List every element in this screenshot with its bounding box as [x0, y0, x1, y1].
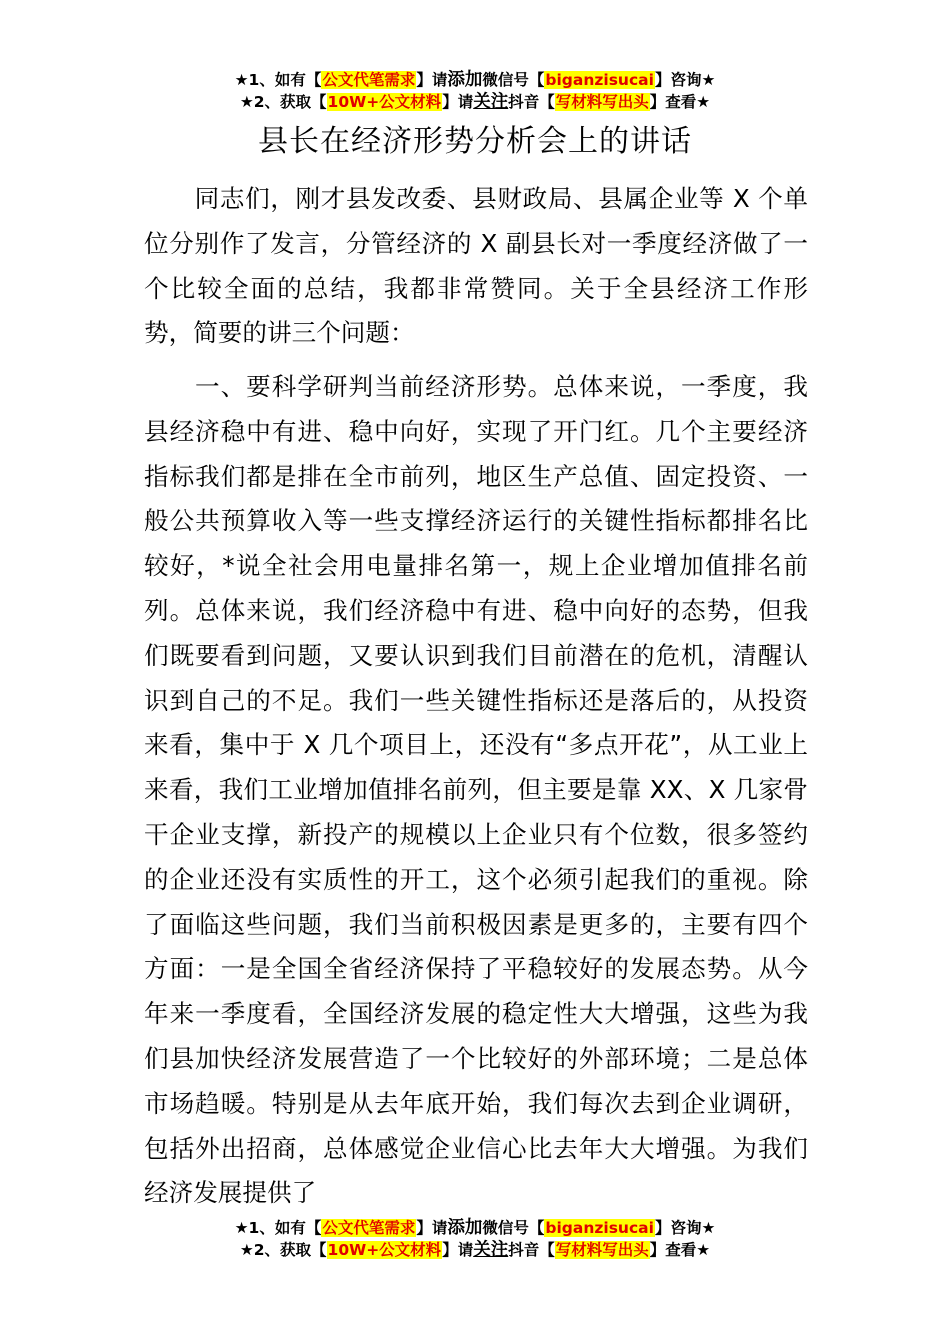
- document-title: 县长在经济形势分析会上的讲话: [258, 124, 692, 159]
- bottom-promo-banner: [0, 1217, 950, 1261]
- promo-line-2-mid: 】请: [442, 1241, 474, 1259]
- promo-douyin-account: 写材料写出头: [555, 93, 649, 111]
- body-paragraph-2: [144, 365, 808, 1216]
- promo-wechat-id: biganzisucai: [545, 71, 654, 89]
- promo-line-1-mid2: 微信号【: [482, 1219, 545, 1237]
- paragraph-2-text: 一、要科学研判当前经济形势。总体来说，一季度，我县经济稳中有进、稳中向好，实现了开门红。几个主要经济指标我们都是排在全市前列，地区生产总值、固定投资、一般公共预算收入等一些支撑经济运行的关键性指标都排名比较好，*说全社会用电量排名第一，规上企业增加值排名前列。总体来说，我们经济稳中有进、稳中向好的态势，但我们既要看到问题，又要认识到我们目前潜在的危机，清醒认识到自己的不足。我们一些关键性指标还是落后的，从投资来看，集中于 X 几个项目上，还没有“多点开花”，从工业上来看，我们工业增加值排名前列，但主要是靠 XX、X 几家骨干企业支撑，新投产的规模以上企业只有个位数，很多签约的企业还没有实质性的开工，这个必须引起我们的重视。除了面临这些问题，我们当前积极因素是更多的，主要有四个方面：一是全国全省经济保持了平稳较好的发展态势。从今年来一季度看，全国经济发展的稳定性大大增强，这些为我们县加快经济发展营造了一个比较好的外部环境；二是总体市场趋暖。特别是从去年底开始，我们每次去到企业调研，包括外出招商，总体感觉企业信心比去年大大增强。为我们经济发展提供了: [144, 372, 808, 1208]
- promo-line-2-prefix: ★2、获取【: [239, 1241, 327, 1259]
- promo-service-highlight: 公文代笔需求: [322, 1219, 416, 1237]
- promo-materials-highlight: 10W+公文材料: [327, 1241, 442, 1259]
- promo-line-1-mid2: 微信号【: [482, 71, 545, 89]
- top-promo-banner: [0, 69, 950, 113]
- promo-line-1-emphasis: 添加: [447, 70, 483, 90]
- promo-line-1-mid: 】请: [416, 71, 448, 89]
- promo-line-1: [0, 1217, 950, 1239]
- promo-line-2: [0, 91, 950, 113]
- promo-line-1: [0, 69, 950, 91]
- promo-line-1-suffix: 】咨询★: [654, 71, 716, 89]
- promo-wechat-id: biganzisucai: [545, 1219, 654, 1237]
- promo-line-2-suffix: 】查看★: [649, 1241, 711, 1259]
- promo-materials-highlight: 10W+公文材料: [327, 93, 442, 111]
- promo-line-2-emphasis: 关注: [473, 1240, 509, 1260]
- promo-line-1-prefix: ★1、如有【: [234, 71, 322, 89]
- promo-line-2: [0, 1239, 950, 1261]
- promo-line-2-mid2: 抖音【: [508, 93, 555, 111]
- body-paragraph-1: [144, 177, 808, 356]
- promo-line-1-prefix: ★1、如有【: [234, 1219, 322, 1237]
- promo-line-1-emphasis: 添加: [447, 1218, 483, 1238]
- promo-line-2-emphasis: 关注: [473, 92, 509, 112]
- promo-line-2-mid: 】请: [442, 93, 474, 111]
- paragraph-1-text: 同志们，刚才县发改委、县财政局、县属企业等 X 个单位分别作了发言，分管经济的 X 副县长对一季度经济做了一个比较全面的总结，我都非常赞同。关于全县经济工作形势，简要的讲三个问题：: [144, 184, 808, 348]
- promo-line-2-mid2: 抖音【: [508, 1241, 555, 1259]
- promo-line-1-suffix: 】咨询★: [654, 1219, 716, 1237]
- promo-line-2-prefix: ★2、获取【: [239, 93, 327, 111]
- promo-douyin-account: 写材料写出头: [555, 1241, 649, 1259]
- promo-line-2-suffix: 】查看★: [649, 93, 711, 111]
- promo-service-highlight: 公文代笔需求: [322, 71, 416, 89]
- promo-line-1-mid: 】请: [416, 1219, 448, 1237]
